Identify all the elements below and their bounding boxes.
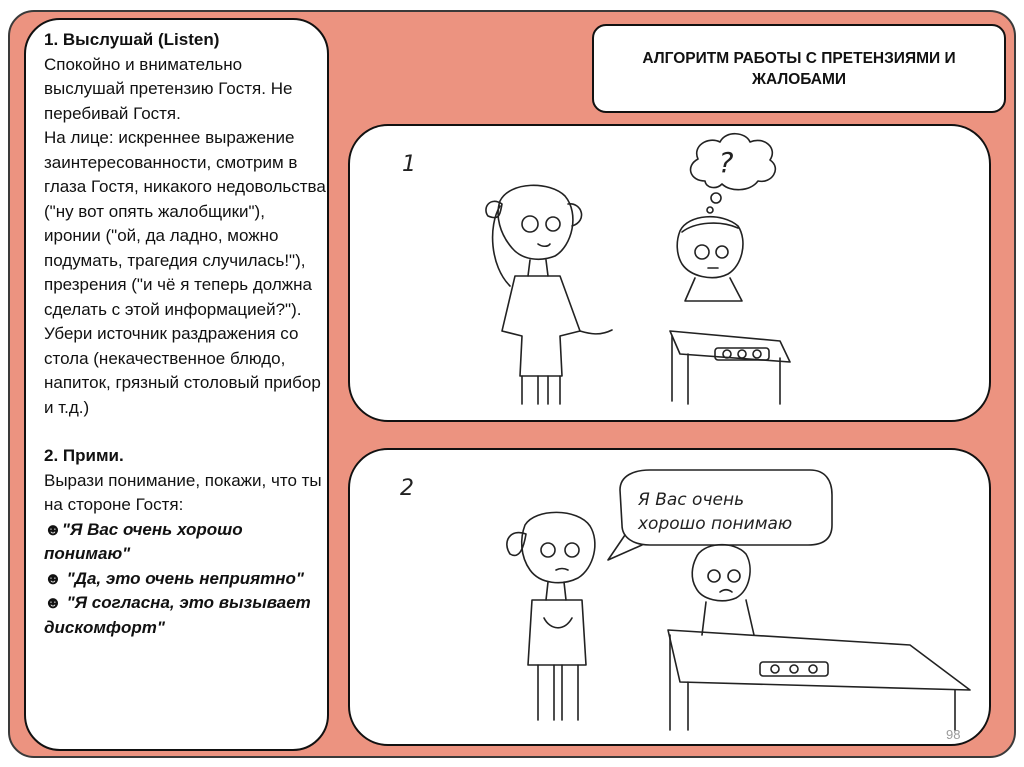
girl-hair xyxy=(493,206,510,286)
girl-eye xyxy=(541,543,555,557)
guest-mouth xyxy=(720,590,732,592)
comic-panel-2 xyxy=(348,448,991,746)
table-top xyxy=(668,630,970,690)
girl-body xyxy=(502,276,580,376)
dish xyxy=(809,665,817,673)
speech-text-line: Я Вас очень xyxy=(638,490,745,510)
smiley-icon: ☻ xyxy=(44,568,62,588)
phrase-item: ☻ "Я согласна, это вызывает дискомфорт" xyxy=(44,593,311,637)
step1-line: На лице: искреннее выражение заинтересованности, смотрим в глаза Гостя, никакого недовольства ("ну вот опять жалобщики"), иронии ("ой, да ладно, можно подумать, трагедия случилась!"), презрения ("и чё я теперь должна сделать с этой информацией?"). xyxy=(44,128,326,319)
girl-head xyxy=(522,512,595,582)
table-legs xyxy=(672,336,780,404)
girl-body xyxy=(528,600,586,665)
slide-title: АЛГОРИТМ РАБОТЫ С ПРЕТЕНЗИЯМИ И ЖАЛОБАМИ xyxy=(592,24,1006,113)
phrase-item: ☻ "Да, это очень неприятно" xyxy=(44,568,304,588)
girl-hands xyxy=(544,618,572,628)
speech-tail xyxy=(608,535,642,560)
guest-body xyxy=(702,600,754,635)
comic-illustration-1 xyxy=(350,126,991,422)
guest-hair xyxy=(682,223,738,232)
question-mark: ? xyxy=(718,146,734,179)
speech-text-line: хорошо понимаю xyxy=(638,514,793,534)
girl-mouth xyxy=(556,569,568,571)
dish xyxy=(738,350,746,358)
girl-neck xyxy=(528,260,548,276)
dish xyxy=(771,665,779,673)
guest-eye xyxy=(728,570,740,582)
guest-eye xyxy=(695,245,709,259)
girl-pigtails xyxy=(486,201,582,226)
step2-intro: Вырази понимание, покажи, что ты на стороне Гостя: xyxy=(44,470,322,514)
girl-eye xyxy=(565,543,579,557)
step1-line: Спокойно и внимательно выслушай претензию Гостя. Не перебивай Гостя. xyxy=(44,54,293,123)
smiley-icon: ☻ xyxy=(44,593,62,612)
girl-eye xyxy=(522,216,538,232)
guest-body xyxy=(685,278,742,301)
girl-eye xyxy=(546,217,560,231)
instructions-text xyxy=(44,28,326,640)
comic-illustration-2 xyxy=(350,450,991,746)
guest-head xyxy=(692,545,750,601)
girl-legs xyxy=(522,376,560,404)
comic-panel-1 xyxy=(348,124,991,422)
thought-bubble xyxy=(711,193,721,203)
guest-eye xyxy=(708,570,720,582)
guest-eye xyxy=(716,246,728,258)
panel-number: 2 xyxy=(400,476,414,501)
thought-bubble xyxy=(707,207,713,213)
dish xyxy=(790,665,798,673)
girl-neck xyxy=(546,582,566,600)
step2-title: 2. Прими. xyxy=(44,446,124,465)
girl-legs xyxy=(538,665,578,720)
girl-arm xyxy=(580,330,612,334)
page-number: 98 xyxy=(946,727,961,742)
step1-line: Убери источник раздражения со стола (некачественное блюдо, напиток, грязный столовый прибор и т.д.) xyxy=(44,324,321,417)
step1-title: 1. Выслушай (Listen) xyxy=(44,30,220,49)
dish xyxy=(753,350,761,358)
smiley-icon: ☻ xyxy=(44,519,62,539)
panel-number: 1 xyxy=(402,152,416,177)
girl-mouth xyxy=(538,244,550,246)
girl-head xyxy=(498,185,573,259)
phrase-item: ☻"Я Вас очень хорошо понимаю" xyxy=(44,519,243,563)
